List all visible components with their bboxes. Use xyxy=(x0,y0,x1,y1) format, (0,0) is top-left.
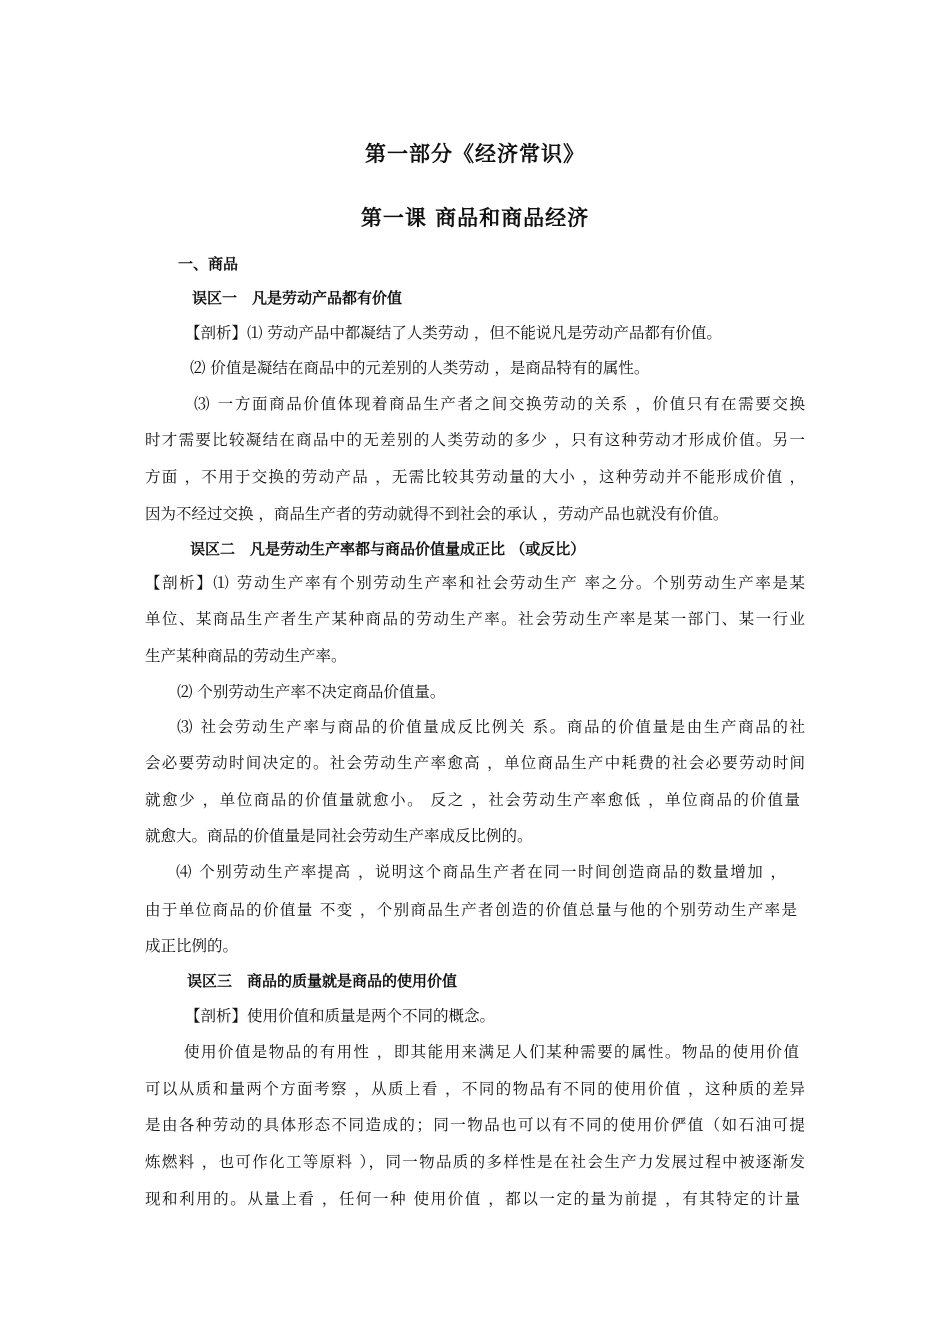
paragraph-line: 可以从质和量两个方面考察 ，从质上看 ，不同的物品有不同的使用价值 ，这种质的差异 xyxy=(145,1080,805,1098)
misconception-heading-3: 误区三 商品的质量就是商品的使用价值 xyxy=(187,972,458,990)
paragraph-line: 方面 ，不用于交换的劳动产品 ，无需比较其劳动量的大小 ，这种劳动并不能形成价值 ， xyxy=(145,468,805,486)
misconception-heading-2: 误区二 凡是劳动生产率都与商品价值量成正比 （或反比） xyxy=(190,540,586,558)
paragraph-line: ⑵ 个别劳动生产率不决定商品价值量。 xyxy=(177,683,446,701)
paragraph-line: 【剖析】使用价值和质量是两个不同的概念。 xyxy=(185,1007,496,1025)
misconception-heading-1: 误区一 凡是劳动产品都有价值 xyxy=(192,289,403,307)
page-title: 第一部分《经济常识》 xyxy=(365,142,585,166)
paragraph-line: 是由各种劳动的具体形态不同造成的；同一物品也可以有不同的使用价俨值（如石油可提 xyxy=(145,1116,805,1134)
paragraph-line: 因为不经过交换 ，商品生产者的劳动就得不到社会的承认 ，劳动产品也就没有价值。 xyxy=(145,505,729,523)
paragraph-line: 生产某种商品的劳动生产率。 xyxy=(145,647,347,665)
paragraph-line: 现和利用的。从量上看 ，任何一种 使用价值 ，都以一定的量为前提 ，有其特定的计量 xyxy=(145,1190,800,1208)
paragraph-line: 由于单位商品的价值量 不变 ，个别商品生产者创造的价值总量与他的个别劳动生产率是 xyxy=(145,901,797,919)
paragraph-line: ⑵ 价值是凝结在商品中的元差别的人类劳动 ，是商品特有的属性。 xyxy=(190,359,650,377)
paragraph-line: 就愈大。商品的价值量是同社会劳动生产率成反比例的。 xyxy=(145,827,533,845)
lesson-title: 第一课 商品和商品经济 xyxy=(360,206,590,230)
paragraph-line: ⑷ 个别劳动生产率提高 ，说明这个商品生产者在同一时间创造商品的数量增加 ， xyxy=(176,863,786,881)
paragraph-line: 就愈少 ，单位商品的价值量就愈小。 反之 ，社会劳动生产率愈低 ，单位商品的价值量 xyxy=(145,791,800,809)
paragraph-line: 单位、某商品生产者生产某种商品的劳动生产率。社会劳动生产率是某一部门、某一行业 xyxy=(145,610,805,628)
paragraph-line: ⑶ 社会劳动生产率与商品的价值量成反比例关 系。商品的价值量是由生产商品的社 xyxy=(177,718,805,736)
paragraph-line: ⑶ 一方面商品价值体现着商品生产者之间交换劳动的关系 ，价值只有在需要交换 xyxy=(194,395,805,413)
paragraph-line: 【剖析】⑴ 劳动产品中都凝结了人类劳动 ，但不能说凡是劳动产品都有价值。 xyxy=(185,324,722,342)
paragraph-line: 会必要劳动时间决定的。社会劳动生产率愈高 ，单位商品生产中耗费的社会必要劳动时间 xyxy=(145,754,805,772)
paragraph-line: 使用价值是物品的有用性 ，即其能用来满足人们某种需要的属性。物品的使用价值 xyxy=(184,1043,799,1061)
section-heading: 一、商品 xyxy=(178,255,239,273)
paragraph-line: 【剖析】⑴ 劳动生产率有个别劳动生产率和社会劳动生产 率之分。个别劳动生产率是某 xyxy=(145,574,805,592)
paragraph-line: 成正比例的。 xyxy=(145,937,239,955)
paragraph-line: 炼燃料 ，也可作化工等原料 ），同一物品质的多样性是在社会生产力发展过程中被逐渐发 xyxy=(145,1153,805,1171)
paragraph-line: 时才需要比较凝结在商品中的无差别的人类劳动的多少 ，只有这种劳动才形成价值。另一 xyxy=(145,431,805,449)
